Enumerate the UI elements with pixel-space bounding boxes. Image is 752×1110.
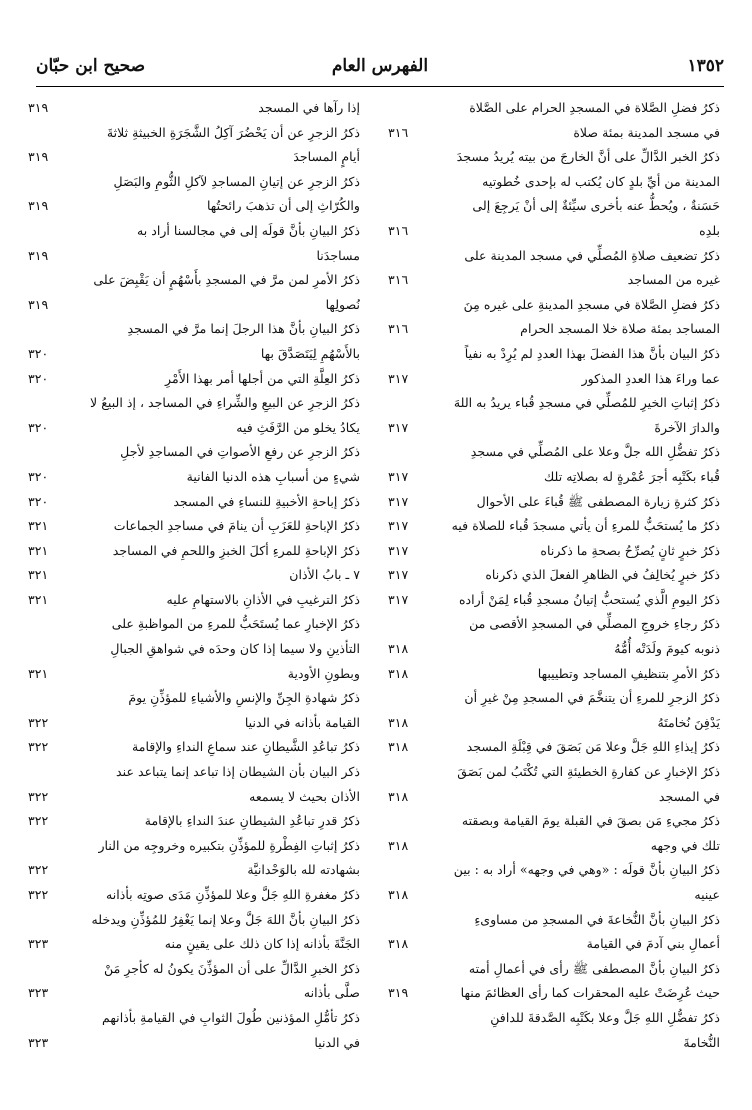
index-entry [28,1006,364,1055]
entry-page-number: ٣٢٠ [28,370,49,386]
entry-page-number: ٣١٩ [28,198,49,214]
index-entry [28,367,364,392]
running-title: الفهرس العام [331,56,429,76]
index-entry [28,440,364,489]
entry-text: ذكرُ الزجرِ عن أن يَحْضُرَ آكِلُ الشَّجَرَةِ الخبيثةِ ثلاثةَ أيامٍ المساجدَ [106,124,360,165]
entry-page-number: ٣٢٢ [28,862,49,878]
index-entry [388,96,724,145]
entry-text: ذكر البيان بأن الشيطان إذا تباعد إنما يتباعد عند الأذان بحيث لا يسمعه [116,764,360,804]
index-entry [388,490,724,515]
entry-text: ذكرُ الزجرِ عن إتيانِ المساجدِ لآكلِ الثُّومِ والبَصَلِ والكُرّاثِ إلى أن تذهبَ رائحتُها [113,173,360,214]
index-entry [388,342,724,391]
entry-text: ذكرُ إباحةِ الأخبيةِ للنساءِ في المسجد [173,493,360,509]
index-entry [28,514,364,539]
entry-page-number: ٣١٦ [388,222,409,238]
entry-page-number: ٣١٧ [388,370,409,386]
index-entry [28,490,364,515]
entry-page-number: ٣٢٢ [28,813,49,829]
entry-page-number: ٣٢٢ [28,714,49,730]
index-entry [388,858,724,907]
entry-page-number: ٣١٨ [388,739,409,755]
page-number: ١٣٥٢ [687,56,724,76]
index-entry [388,735,724,760]
entry-page-number: ٣٢١ [28,591,49,607]
index-entry [28,883,364,908]
entry-page-number: ٣٢٠ [28,419,49,435]
entry-page-number: ٣٢٣ [28,985,49,1001]
entry-page-number: ٣٢١ [28,567,49,583]
entry-text: ذكرُ إيذاءِ اللهِ جَلَّ وعلا مَن بَصَقَ في قِبْلَةِ المسجد [466,739,720,755]
page-header [36,56,724,86]
index-entry [28,170,364,219]
entry-page-number: ٣٢٢ [28,788,49,804]
entry-text: ذكرُ البيان بأنَّ هذا الفضلَ بهذا العددِ لم يُرِدْ به نفياً عما وراءَ هذا العددِ المذكور [464,345,720,386]
entry-page-number: ٣١٧ [388,567,409,583]
entry-page-number: ٣١٧ [388,468,409,484]
entry-text: ذكرُ الخبر الدَّالِّ على أنَّ الخارجَ من بيته يُريدُ مسجدَ المدينة من أيِّ بلدٍ كان يُكتب له بإحدى خُطوتيه حَسَنةٌ ، ويُحطُّ عنه بأخرى سيِّئةٌ إلى أنْ يَرجِعَ إلى بلدِه [456,149,720,238]
entry-text: ذكرُ ما يُستحَبُّ للمرءِ أن يأتي مسجدَ قُباء للصلاة فيه [451,518,720,534]
entry-page-number: ٣١٧ [388,591,409,607]
entry-text: ذكرُ الإباحةِ للمرءِ أكلَ الخبزِ واللحمِ في المساجد [112,542,360,558]
index-entry [388,908,724,957]
entry-page-number: ٣١٩ [28,296,49,312]
index-entry [28,612,364,686]
entry-page-number: ٣١٩ [28,100,49,115]
index-entry [388,244,724,293]
entry-text: ذكرُ البيانِ بأنَّ قولَه إلى في مجالسنا أراد به مساجدَنا [136,222,360,263]
entry-text: ذكرُ تضعيف صلاةِ المُصلِّي في مسجد المدينة على غيره من المساجد [464,247,720,288]
index-entry [28,760,364,809]
index-entry [388,588,724,613]
entry-page-number: ٣١٨ [388,641,409,657]
index-entry [28,686,364,735]
entry-text: ذكرُ الإخبارِ عن كفارةِ الخطيئةِ التي تُكْتَبُ لمن بَصَقَ في المسجد [457,764,720,804]
entry-page-number: ٣١٨ [388,788,409,804]
index-entry [28,121,364,170]
index-entry [28,588,364,613]
index-entry [28,834,364,883]
index-entry [388,612,724,661]
entry-text: ذكرُ الأمرِ بتنظيفِ المساجد وتطييبها [537,665,720,681]
index-entry [28,957,364,1006]
index-column-left [28,96,364,1086]
entry-page-number: ٣٢٣ [28,936,49,952]
entry-page-number: ٣٢٢ [28,887,49,902]
entry-page-number: ٣٢١ [28,542,49,558]
entry-text: ذكرُ البيانِ بأنَّ اللهَ جَلَّ وعلا إنما يَغْفِرُ للمُؤذِّنِ ويدخله الجَنَّةَ بأذانه إذا كان ذلك على يقينٍ منه [91,911,360,952]
entry-text: ذكرُ البيانِ بأنَّ المصطفى ﷺ رأى في أعمالِ أمته حيث عُرِضَتْ عليه المحقرات كما رأى العظائمَ منها [460,960,720,1001]
entry-page-number: ٣١٨ [388,714,409,730]
entry-text: ذكرُ مجيءِ مَن بصقَ في القبلة يومَ القيامة وبصقته تلك في وجهه [461,813,720,853]
index-entry [388,145,724,243]
entry-text: ذكرُ إثباتِ الفِطْرةِ للمؤذِّنِ بتكبيره وخروجِه من النار بشهادته لله بالوَحْدانيَّة [98,837,360,878]
entry-page-number: ٣١٨ [388,936,409,952]
index-entry [388,809,724,858]
entry-text: إذا رآها في المسجد [258,100,360,115]
entry-page-number: ٣٢٢ [28,739,49,755]
entry-text: ذكرُ العِلَّةِ التي من أجلها أمر بهذا الأَمْرِ [165,370,360,386]
index-entry [28,391,364,440]
entry-text: ذكرُ الترغيبِ في الأذانِ بالاستهامِ عليه [166,591,360,607]
entry-text: ذكرُ مغفرةِ اللهِ جَلَّ وعلا للمؤذِّنِ مَدَى صوتِه بأذانه [105,887,360,902]
index-entry [388,686,724,735]
index-entry [28,268,364,317]
entry-page-number: ٣٢٠ [28,468,49,484]
entry-text: ذكرُ البيانِ بأنَّ النُّخاعةَ في المسجدِ من مساوىءِ أعمالِ بني آدمَ في القيامة [474,911,720,952]
entry-text: ذكرُ الخبرِ الدَّالِّ على أن المؤذِّنَ يكونُ له كأجرِ مَنْ صلَّى بأذانه [103,960,360,1001]
entry-text: ٧ ـ بابُ الأذان [289,567,360,583]
entry-text: ذكرُ قدرِ تباعُدِ الشيطانِ عندَ النداءِ بالإقامة [144,813,360,829]
entry-text: ذكرُ اليومِ الَّذي يُستحبُّ إتيانُ مسجدِ قُباء لِمَنْ أراده [458,591,720,607]
entry-page-number: ٣٢٣ [28,1034,49,1050]
entry-text: ذكرُ رجاءِ خروجِ المصلِّي في المسجدِ الأقصى من ذنوبه كيومَ ولَدَتْه أُمُّهُ [469,616,720,657]
index-entry [28,96,364,121]
entry-text: ذكرُ الإخبارِ عما يُستَحَبُّ للمرءِ من المواظبةِ على التأذينِ ولا سيما إذا كان وحدَه في شواهقِ الجبالِ وبطونِ الأودية [110,616,360,681]
entry-text: ذكرُ خبرٍ ثانٍ يُصرِّحُ بصحةِ ما ذكرناه [540,542,720,558]
entry-page-number: ٣١٧ [388,419,409,435]
entry-page-number: ٣١٨ [388,837,409,853]
entry-text: ذكرُ الإباحةِ للعَزَبِ أن ينامَ في مساجدِ الجماعات [113,518,360,534]
entry-text: ذكرُ شهادةِ الجِنِّ والإنسِ والأشياءِ للمؤذِّنِ يومَ القيامة بأذانه في الدنيا [128,690,360,730]
entry-page-number: ٣٢٠ [28,493,49,509]
entry-text: ذكرُ فضلِ الصَّلاة في مسجدِ المدينةِ على غيره مِنَ المساجد بمئة صلاة خلا المسجد الحرام [463,296,720,337]
entry-page-number: ٣١٧ [388,542,409,558]
entry-text: ذكرُ تأمُّلِ المؤذنين طُولَ الثوابِ في القيامةِ بأذانهم في الدنيا [102,1009,360,1050]
book-title: صحيح ابن حبّان [36,56,146,76]
entry-text: ذكرُ البيانِ بأنَّ قولَه : «وهي في وجهه» أراد به : بين عينيه [453,862,720,902]
index-entry [28,809,364,834]
index-entry [388,293,724,342]
index-entry [388,440,724,489]
entry-page-number: ٣٢١ [28,665,49,681]
header-rule [36,86,724,87]
index-entry [388,760,724,809]
index-entry [388,514,724,539]
entry-page-number: ٣١٨ [388,887,409,902]
entry-text: ذكرُ الزجرِ عن البيعِ والشِّراءِ في المساجد ، إذ البيعُ لا يكادُ يخلو من الرَّفَثِ فيه [90,395,360,435]
index-entry [388,391,724,440]
entry-page-number: ٣١٦ [388,272,409,288]
index-entry [28,219,364,268]
index-column-right [388,96,724,1086]
index-entry [388,662,724,687]
entry-page-number: ٣١٦ [388,321,409,337]
entry-text: ذكرُ إثباتِ الخيرِ للمُصلِّي في مسجدِ قُباء يريدُ به اللهَ والدارَ الآخرةَ [453,395,720,435]
entry-text: ذكرُ فضلِ الصَّلاة في المسجدِ الحرام على الصَّلاة في مسجد المدينة بمئة صلاة [469,100,720,140]
entry-text: ذكرُ تفضُّلِ الله جلَّ وعلا على المُصلِّي في مسجدِ قُباء بكَتْبِه أجرَ عُمْرةٍ له بصلاتِه تلك [470,444,720,484]
entry-page-number: ٣١٩ [388,985,409,1001]
entry-text: ذكرُ الزجرِ عن رفعِ الأصواتِ في المساجدِ لأجلِ شيءٍ من أسبابِ هذه الدنيا الفانية [120,444,360,484]
index-entry [388,563,724,588]
entry-text: ذكرُ الزجرِ للمرءِ أن يتنخَّمَ في المسجدِ مِنْ غيرِ أن يَدْفِنَ نُخامتَهُ [464,690,720,730]
entry-page-number: ٣١٩ [28,247,49,263]
entry-page-number: ٣١٦ [388,124,409,140]
index-entry [28,563,364,588]
entry-page-number: ٣١٨ [388,665,409,681]
index-entry [388,957,724,1006]
entry-page-number: ٣٢٠ [28,345,49,361]
entry-page-number: ٣١٧ [388,518,409,534]
entry-text: ذكرُ تفضُّلِ اللهِ جَلَّ وعلا بكَتْبِه الصَّدقةَ للدافنِ النُّخامةَ [490,1009,720,1050]
index-entry [28,908,364,957]
entry-page-number: ٣١٩ [28,149,49,165]
index-entry [388,1006,724,1055]
entry-text: ذكرُ البيانِ بأنَّ هذا الرجلَ إنما مرَّ في المسجدِ بالأَسْهُمِ لِيَتَصَدَّقَ بها [127,321,360,361]
entry-page-number: ٣١٧ [388,493,409,509]
index-entry [388,539,724,564]
index-entry [28,735,364,760]
entry-text: ذكرُ خبرٍ يُخالِفُ في الظاهرِ الفعلَ الذي ذكرناه [485,567,720,583]
entry-page-number: ٣٢١ [28,518,49,534]
index-entry [28,539,364,564]
entry-text: ذكرُ تباعُدِ الشَّيطانِ عند سماعِ النداءِ والإقامة [131,739,360,755]
entry-text: ذكرُ الأمرِ لمن مرَّ في المسجدِ بأَسْهُمٍ أن يَقْبِضَ على نُصولِها [93,272,360,312]
entry-text: ذكرُ كثرةِ زيارة المصطفى ﷺ قُباءَ على الأحوال [476,493,720,509]
index-entry [28,317,364,366]
